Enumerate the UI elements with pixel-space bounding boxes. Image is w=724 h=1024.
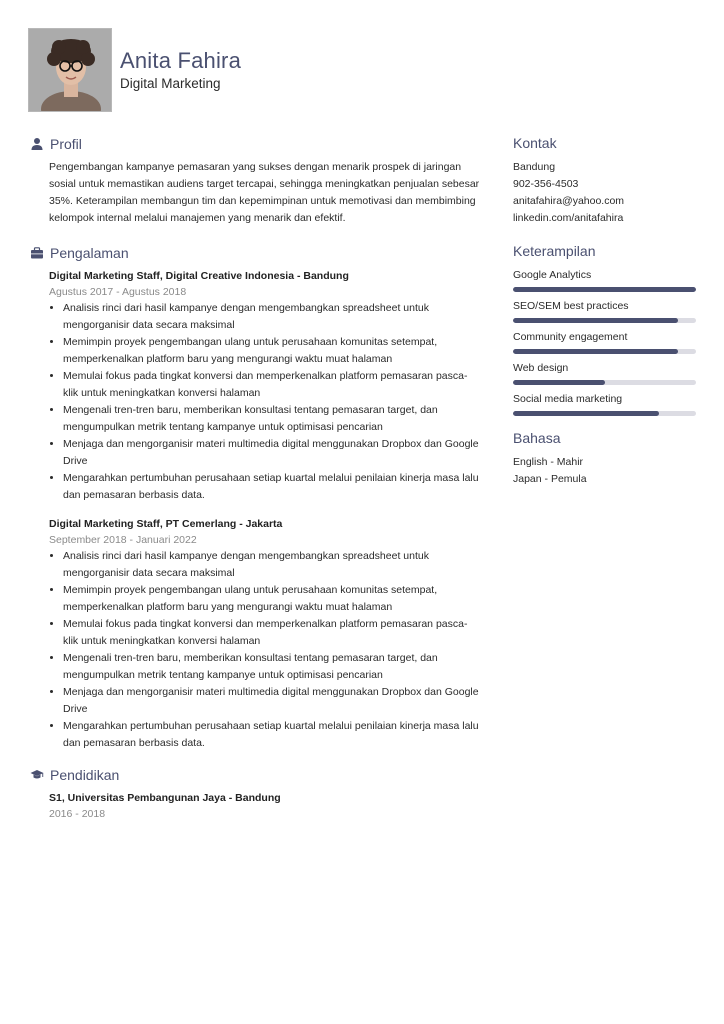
job-dates: September 2018 - Januari 2022 xyxy=(49,534,197,546)
contact-phone: 902-356-4503 xyxy=(513,178,579,190)
profile-title: Profil xyxy=(50,136,82,152)
list-item: • Mengenali tren-tren baru, memberikan konsultasi tentang pemasaran target, dan mengumpulkan metrik tentang kampanye untuk optimisasi pencarian xyxy=(63,650,480,684)
skill-level-fill xyxy=(513,318,678,323)
education-section xyxy=(30,766,480,822)
languages-title: Bahasa xyxy=(513,430,561,446)
list-item: • Menjaga dan mengorganisir materi multimedia digital menggunakan Dropbox dan Google Drive xyxy=(63,684,480,718)
job-dates: Agustus 2017 - Agustus 2018 xyxy=(49,286,187,298)
skill-item xyxy=(513,360,698,385)
experience-title: Pengalaman xyxy=(50,245,129,261)
list-item: • Analisis rinci dari hasil kampanye dengan mengembangkan spreadsheet untuk mengorganisir data secara maksimal xyxy=(63,300,480,334)
list-item: • Memimpin proyek pengembangan ulang untuk perusahaan komunitas setempat, memperkenalkan platform baru yang mengurangi waktu muat halaman xyxy=(63,582,480,616)
job-title: Digital Marketing Staff, PT Cemerlang - Jakarta xyxy=(49,518,283,530)
user-icon xyxy=(30,137,44,151)
skill-label: Community engagement xyxy=(513,331,628,343)
candidate-name: Anita Fahira xyxy=(120,48,242,73)
education-title: Pendidikan xyxy=(50,767,120,783)
job-entry xyxy=(49,268,480,504)
job-bullets xyxy=(49,300,480,504)
skill-level-bar xyxy=(513,411,696,416)
skill-item xyxy=(513,391,698,416)
language-item: Japan - Pemula xyxy=(513,473,587,485)
list-item: • Mengarahkan pertumbuhan perusahaan setiap kuartal melalui penilaian kinerja masa lalu dan pemasaran berbasis data. xyxy=(63,470,480,504)
skill-item xyxy=(513,267,698,292)
list-item: • Memimpin proyek pengembangan ulang untuk perusahaan komunitas setempat, memperkenalkan platform baru yang mengurangi waktu muat halaman xyxy=(63,334,480,368)
skills-title: Keterampilan xyxy=(513,243,596,259)
skill-label: Social media marketing xyxy=(513,393,623,405)
skill-level-bar xyxy=(513,380,696,385)
skill-label: SEO/SEM best practices xyxy=(513,300,629,312)
candidate-role: Digital Marketing xyxy=(120,76,221,91)
education-dates: 2016 - 2018 xyxy=(49,808,106,820)
profile-text: Pengembangan kampanye pemasaran yang sukses dengan menarik prospek di jaringan sosial untuk memastikan audiens target tercapai, sehingga meningkatkan penjualan sebesar 35%. Keterampilan membangun tim dan kepemimpinan untuk memotivasi dan membimbing kelompok internal melalui manajemen yang menarik dan efektif. xyxy=(49,161,480,224)
languages-section xyxy=(513,430,698,488)
contact-section xyxy=(513,135,698,227)
resume-header xyxy=(28,28,241,112)
skill-level-bar xyxy=(513,318,696,323)
education-degree: S1, Universitas Pembangunan Jaya - Bandung xyxy=(49,792,281,804)
contact-title: Kontak xyxy=(513,135,557,151)
profile-photo xyxy=(28,28,112,112)
skill-level-fill xyxy=(513,349,678,354)
graduation-cap-icon xyxy=(30,768,44,782)
briefcase-icon xyxy=(30,246,44,260)
main-column xyxy=(30,135,480,822)
skill-label: Web design xyxy=(513,362,569,374)
skill-level-bar xyxy=(513,349,696,354)
profile-section xyxy=(30,135,480,227)
list-item: • Mengenali tren-tren baru, memberikan konsultasi tentang pemasaran target, dan mengumpulkan metrik tentang kampanye untuk optimisasi pencarian xyxy=(63,402,480,436)
job-bullets xyxy=(49,548,480,752)
job-entry xyxy=(49,516,480,752)
experience-section xyxy=(30,244,480,752)
contact-email[interactable]: anitafahira@yahoo.com xyxy=(513,195,625,207)
contact-linkedin[interactable]: linkedin.com/anitafahira xyxy=(513,212,624,224)
language-item: English - Mahir xyxy=(513,456,584,468)
list-item: • Analisis rinci dari hasil kampanye dengan mengembangkan spreadsheet untuk mengorganisir data secara maksimal xyxy=(63,548,480,582)
skill-level-fill xyxy=(513,287,696,292)
skill-level-bar xyxy=(513,287,696,292)
sidebar-column xyxy=(513,135,698,488)
list-item: • Mengarahkan pertumbuhan perusahaan setiap kuartal melalui penilaian kinerja masa lalu dan pemasaran berbasis data. xyxy=(63,718,480,752)
contact-city: Bandung xyxy=(513,161,556,173)
job-title: Digital Marketing Staff, Digital Creative Indonesia - Bandung xyxy=(49,270,349,282)
skill-level-fill xyxy=(513,380,605,385)
skills-section xyxy=(513,243,698,416)
skill-item xyxy=(513,298,698,323)
skill-item xyxy=(513,329,698,354)
skill-label: Google Analytics xyxy=(513,269,592,281)
list-item: • Menjaga dan mengorganisir materi multimedia digital menggunakan Dropbox dan Google Drive xyxy=(63,436,480,470)
list-item: • Memulai fokus pada tingkat konversi dan memperkenalkan platform pemasaran pasca-klik untuk meningkatkan konversi halaman xyxy=(63,616,480,650)
skill-level-fill xyxy=(513,411,659,416)
list-item: • Memulai fokus pada tingkat konversi dan memperkenalkan platform pemasaran pasca-klik untuk meningkatkan konversi halaman xyxy=(63,368,480,402)
skills-list xyxy=(513,267,698,416)
